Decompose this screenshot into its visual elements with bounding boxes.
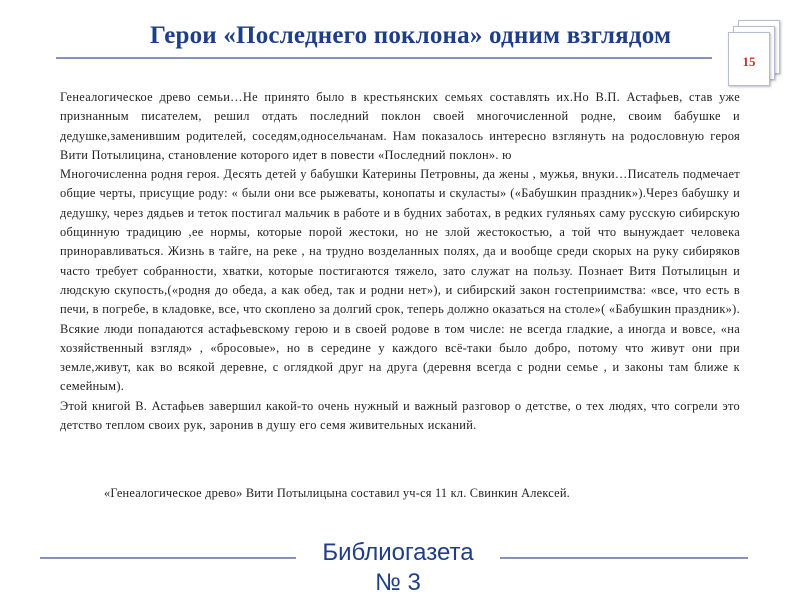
footer-divider-left bbox=[40, 557, 296, 559]
footer-line-2: № 3 bbox=[375, 569, 421, 596]
article-body bbox=[60, 88, 740, 435]
footer-divider-right bbox=[500, 557, 748, 559]
paragraph-conclusion: Этой книгой В. Астафьев завершил какой-то очень нужный и важный разговор о детстве, о тех людях, что согрели это детство теплом своих рук, заронив в душу его семя живительных исканий. bbox=[60, 398, 740, 433]
author-credit: «Генеалогическое древо» Вити Потылицына составил уч-ся 11 кл. Свинкин Алексей. bbox=[104, 486, 570, 500]
paragraph-main: Многочисленна родня героя. Десять детей у бабушки Катерины Петровны, да жены , мужья, внуки…Писатель подмечает общие черты, присущие роду: « были они все рыжеваты, конопаты и скуласты» («Бабушкин праздник»).Через бабушку и дедушку, через дядьев и теток постигал мальчик в работе и в будних заботах, в редких гуляньях саму русскую сибирскую общинную традицию ,ее нормы, которые порой жестоки, но не злой жестокостью, а той что вынуждает человека приноравливаться. Жизнь в тайге, на реке , на трудно возделанных полях, да и вообще среди скорых на руку сибиряков часто требует собранности, хватки, которые постигаются тяжело, зато служат на пользу. Познает Витя Потылицын и людскую скупость,(«родня до обеда, а как обед, так и родни нет»), и сибирский закон гостеприимства: «все, что есть в печи, в погребе, в кладовке, все, что скоплено за долгий срок, теперь должно оказаться на столе»( «Бабушкин праздник»). Всякие люди попадаются астафьевскому герою и в своей родове в том числе: не всегда гладкие, а иногда и вовсе, «на хозяйственный взгляд» , «бросовые», но в середине у каждого всё-таки было добро, потому что живут они при земле,живут, как во всякой деревне, с оглядкой друг на друга (деревня всегда с родни семье , и законы там ближе к семейным). bbox=[60, 167, 740, 394]
page-number-badge bbox=[728, 14, 784, 86]
slide-title: Герои «Последнего поклона» одним взглядом bbox=[150, 22, 672, 49]
paragraph-intro: Генеалогическое древо семьи…Не принято было в крестьянских семьях составлять их.Но В.П. Астафьев, став уже признанным писателем, решил отдать последний поклон своей многочисленной родне, своим бабушке и дедушке,заменившим родителей, соседям,односельчанам. Нам показалось интересно взглянуть на родословную героя Вити Потылицина, становление которого идет в повести «Последний поклон». ю bbox=[60, 90, 740, 162]
page-number: 15 bbox=[742, 54, 756, 69]
footer-title bbox=[296, 538, 500, 598]
footer-line-1: Библиогазета bbox=[322, 539, 474, 566]
title-divider bbox=[56, 57, 712, 59]
